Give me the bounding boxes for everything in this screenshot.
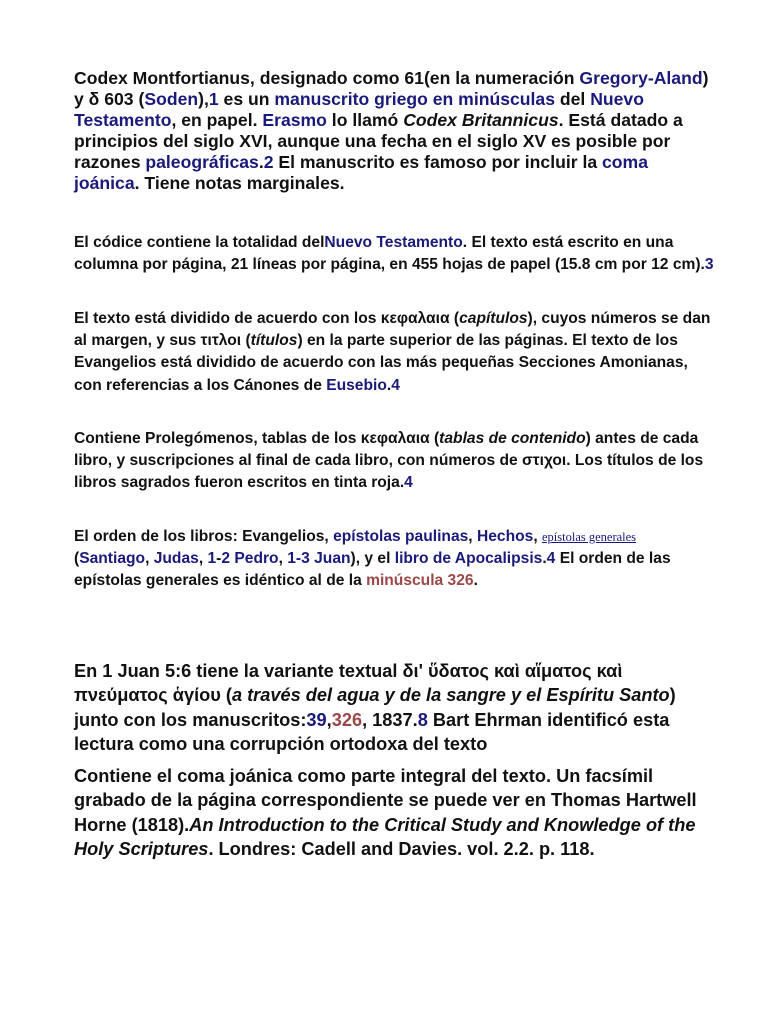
italic-text: Codex Britannicus (403, 110, 559, 130)
text: ) y δ 603 ( (74, 68, 709, 109)
text: ) junto con los manuscritos: (74, 685, 676, 730)
link-erasmo[interactable]: Erasmo (262, 110, 327, 130)
italic-text: títulos (250, 332, 298, 350)
link-coma-joanica[interactable]: coma joánica (74, 152, 648, 193)
footnote-link-3[interactable]: 3 (704, 256, 714, 274)
footnote-link-4b[interactable]: 4 (404, 474, 413, 492)
footnote-link-4c[interactable]: 4 (546, 550, 556, 568)
paragraph-contents (74, 232, 714, 276)
paragraph-division (74, 308, 714, 397)
link-1-pedro[interactable]: 1 (207, 550, 217, 568)
link-39[interactable]: 39 (306, 709, 327, 730)
link-gregory-aland[interactable]: Gregory-Aland (579, 68, 703, 88)
text: del (554, 89, 591, 109)
paragraph-book-order (74, 526, 714, 593)
text: es un (218, 89, 275, 109)
text: ( (74, 550, 80, 568)
link-soden[interactable]: Soden (144, 89, 199, 109)
text: El texto está dividido de acuerdo con los κεφαλαια ( (74, 310, 460, 327)
text: En 1 Juan 5:6 tiene la variante textual δι' ὕδατος καὶ αἵματος καὶ πνεύματος ἁγίου ( (74, 661, 623, 706)
text: , (533, 528, 542, 545)
text: . (386, 376, 392, 394)
text: . Tiene notas marginales. (134, 173, 345, 193)
italic-text: tablas de contenido (439, 430, 586, 447)
text: . (258, 152, 264, 172)
link-326[interactable]: 326 (331, 709, 363, 730)
text: El códice contiene la totalidad del (74, 234, 325, 251)
link-minuscula-326[interactable]: minúscula 326 (366, 572, 474, 590)
text: El orden de las epístolas generales es idéntico al de la (74, 550, 671, 590)
text: . Está datado a principios del siglo XVI, aunque una fecha en el siglo XV es posible por razones (74, 110, 683, 172)
link-2-pedro[interactable]: 2 Pedro (221, 550, 279, 568)
footnote-link-2[interactable]: 2 (263, 152, 274, 172)
text: Contiene el coma joánica como parte integral del texto. Un facsímil grabado de la página correspondiente se puede ver en Thomas Hartwell Horne (1818). (74, 766, 697, 835)
footnote-link-4[interactable]: 4 (391, 376, 400, 394)
link-epistolas-generales[interactable]: epístolas generales (541, 530, 637, 544)
footnote-link-1[interactable]: 1 (208, 89, 219, 109)
italic-text: An Introduction to the Critical Study and Knowledge of the Holy Scriptures (74, 814, 696, 860)
text: Bart Ehrman identificó esta lectura como una corrupción ortodoxa del texto (74, 709, 670, 755)
text: Codex Montfortianus, designado como 61(en la numeración (74, 68, 580, 88)
text: . El texto está escrito en una columna por página, 21 líneas por página, en 455 hojas de papel (15.8 cm por 12 cm). (74, 234, 705, 274)
link-hechos[interactable]: Hechos (476, 528, 534, 545)
text: ), cuyos números se dan al margen, y sus τιτλοι ( (74, 310, 711, 350)
text: - (216, 550, 222, 568)
link-manuscrito-griego[interactable]: manuscrito griego en minúsculas (274, 89, 555, 109)
text: ), (198, 89, 209, 109)
text: . (473, 572, 478, 590)
text: , (326, 709, 332, 730)
text: El orden de los libros: Evangelios, (74, 528, 334, 545)
link-eusebio[interactable]: Eusebio (326, 376, 387, 394)
text: . (542, 550, 547, 568)
link-judas[interactable]: Judas (153, 550, 199, 568)
text: Contiene Prolegómenos, tablas de los κεφαλαια ( (74, 430, 440, 447)
text: , en papel. (171, 110, 263, 130)
link-1-3-juan[interactable]: 1-3 Juan (287, 550, 351, 568)
text: , 1837. (362, 709, 418, 730)
paragraph-variant (74, 659, 714, 757)
text: , (468, 528, 477, 545)
text: . Londres: Cadell and Davies. vol. 2.2. p. 118. (208, 839, 595, 860)
text: ), y el (350, 550, 395, 568)
footnote-link-8[interactable]: 8 (417, 709, 428, 730)
paragraph-prolegomenos (74, 428, 714, 495)
paragraph-intro (74, 68, 714, 194)
italic-text: capítulos (459, 310, 528, 327)
paragraph-coma-joanica (74, 764, 714, 862)
link-nuevo-testamento-2[interactable]: Nuevo Testamento (324, 234, 463, 251)
text: , (278, 550, 288, 568)
italic-text: a través del agua y de la sangre y el Espíritu Santo (231, 685, 670, 706)
link-paleograficas[interactable]: paleográficas (145, 152, 259, 172)
link-nuevo-testamento[interactable]: Nuevo Testamento (74, 89, 644, 130)
text: , (145, 550, 154, 568)
text: , (198, 550, 208, 568)
link-apocalipsis[interactable]: libro de Apocalipsis (394, 550, 543, 568)
text: ) antes de cada libro, y suscripciones al final de cada libro, con números de στιχοι. Los títulos de los libros sagrados fueron escritos en tinta roja. (74, 430, 704, 492)
text: El manuscrito es famoso por incluir la (273, 152, 603, 172)
link-santiago[interactable]: Santiago (79, 550, 146, 568)
text: lo llamó (326, 110, 404, 130)
link-epistolas-paulinas[interactable]: epístolas paulinas (333, 528, 469, 545)
text: ) en la parte superior de las páginas. El texto de los Evangelios está dividido de acuerdo con las más pequeñas Secciones Amonianas, con referencias a los Cánones de (74, 332, 688, 394)
